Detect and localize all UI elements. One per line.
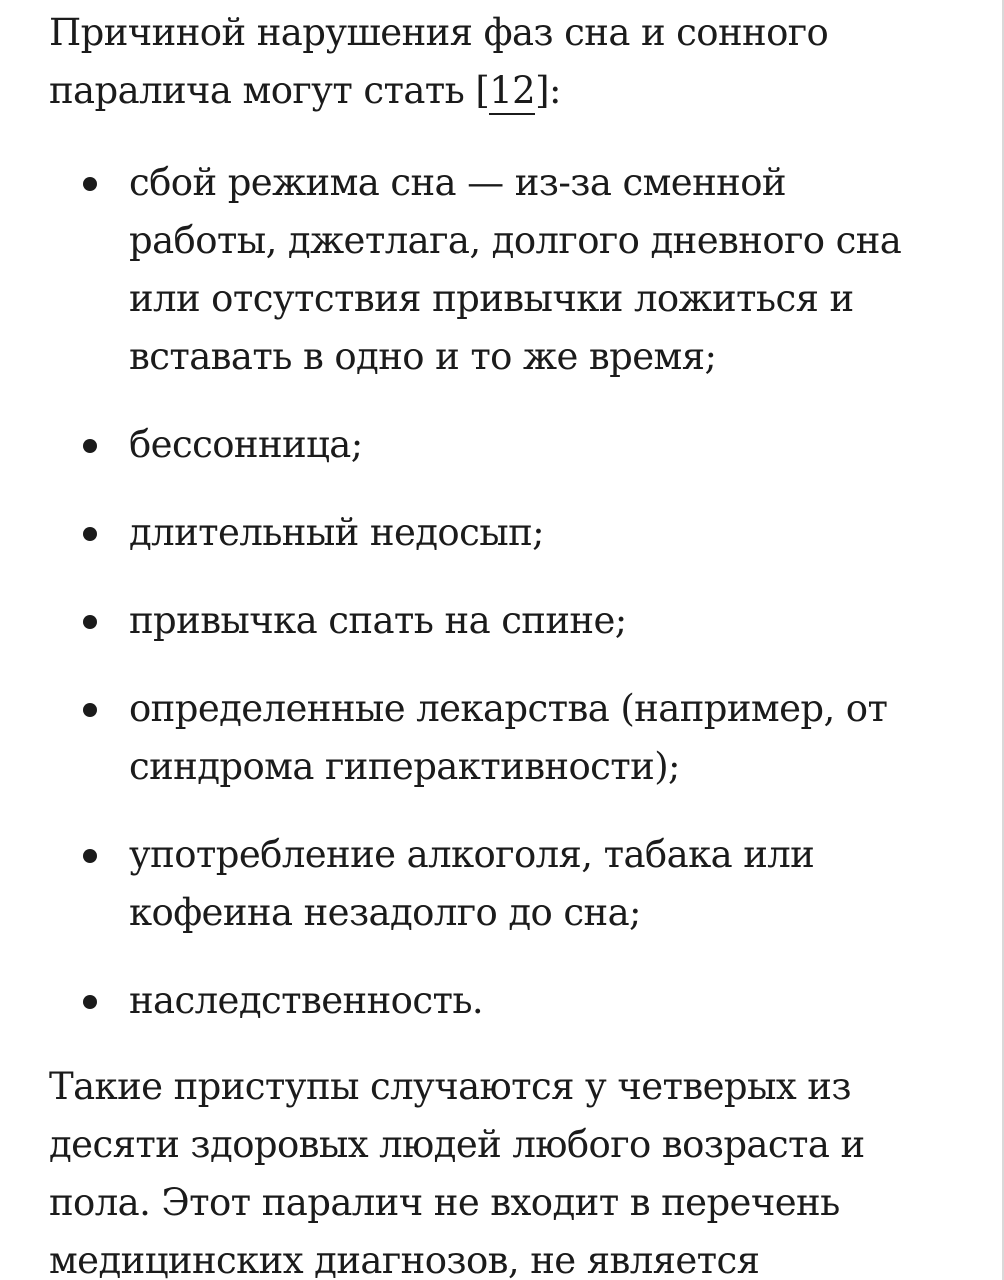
- list-item: [49, 680, 949, 796]
- list-item-line: или отсутствия привычки ложиться и: [129, 277, 854, 320]
- list-item-line: привычка спать на спине;: [129, 599, 627, 642]
- outro-line: пола. Этот паралич не входит в перечень: [49, 1181, 840, 1224]
- intro-line-2-end: ]:: [535, 69, 561, 112]
- list-item: [49, 826, 949, 942]
- bullet-icon: [83, 995, 97, 1009]
- list-item: [49, 972, 949, 1030]
- list-item-line: употребление алкоголя, табака или: [129, 833, 815, 876]
- reference-link-12[interactable]: 12: [489, 69, 535, 115]
- list-item: [49, 592, 949, 650]
- list-item-line: наследственность.: [129, 979, 484, 1022]
- bullet-icon: [83, 849, 97, 863]
- bullet-icon: [83, 615, 97, 629]
- bullet-icon: [83, 439, 97, 453]
- causes-list: [49, 154, 949, 1030]
- list-item-line: сбой режима сна — из-за сменной: [129, 161, 786, 204]
- list-item: [49, 504, 949, 562]
- bullet-icon: [83, 177, 97, 191]
- article-body: [49, 4, 949, 1280]
- outro-line: медицинских диагнозов, не является: [49, 1239, 760, 1280]
- intro-line-1: Причиной нарушения фаз сна и сонного: [49, 11, 829, 54]
- list-item: [49, 416, 949, 474]
- list-item-line: работы, джетлага, долгого дневного сна: [129, 219, 902, 262]
- intro-paragraph: [49, 4, 949, 120]
- list-item: [49, 154, 949, 386]
- list-item-line: вставать в одно и то же время;: [129, 335, 717, 378]
- list-item-line: синдрома гиперактивности);: [129, 745, 680, 788]
- outro-line: Такие приступы случаются у четверых из: [49, 1065, 851, 1108]
- list-item-line: определенные лекарства (например, от: [129, 687, 888, 730]
- outro-paragraph: [49, 1058, 949, 1280]
- intro-line-2: [49, 62, 949, 120]
- list-item-line: длительный недосып;: [129, 511, 545, 554]
- list-item-line: бессонница;: [129, 423, 363, 466]
- bullet-icon: [83, 527, 97, 541]
- intro-line-2-text: паралича могут стать [: [49, 69, 490, 112]
- outro-line: десяти здоровых людей любого возраста и: [49, 1123, 865, 1166]
- bullet-icon: [83, 703, 97, 717]
- list-item-line: кофеина незадолго до сна;: [129, 891, 641, 934]
